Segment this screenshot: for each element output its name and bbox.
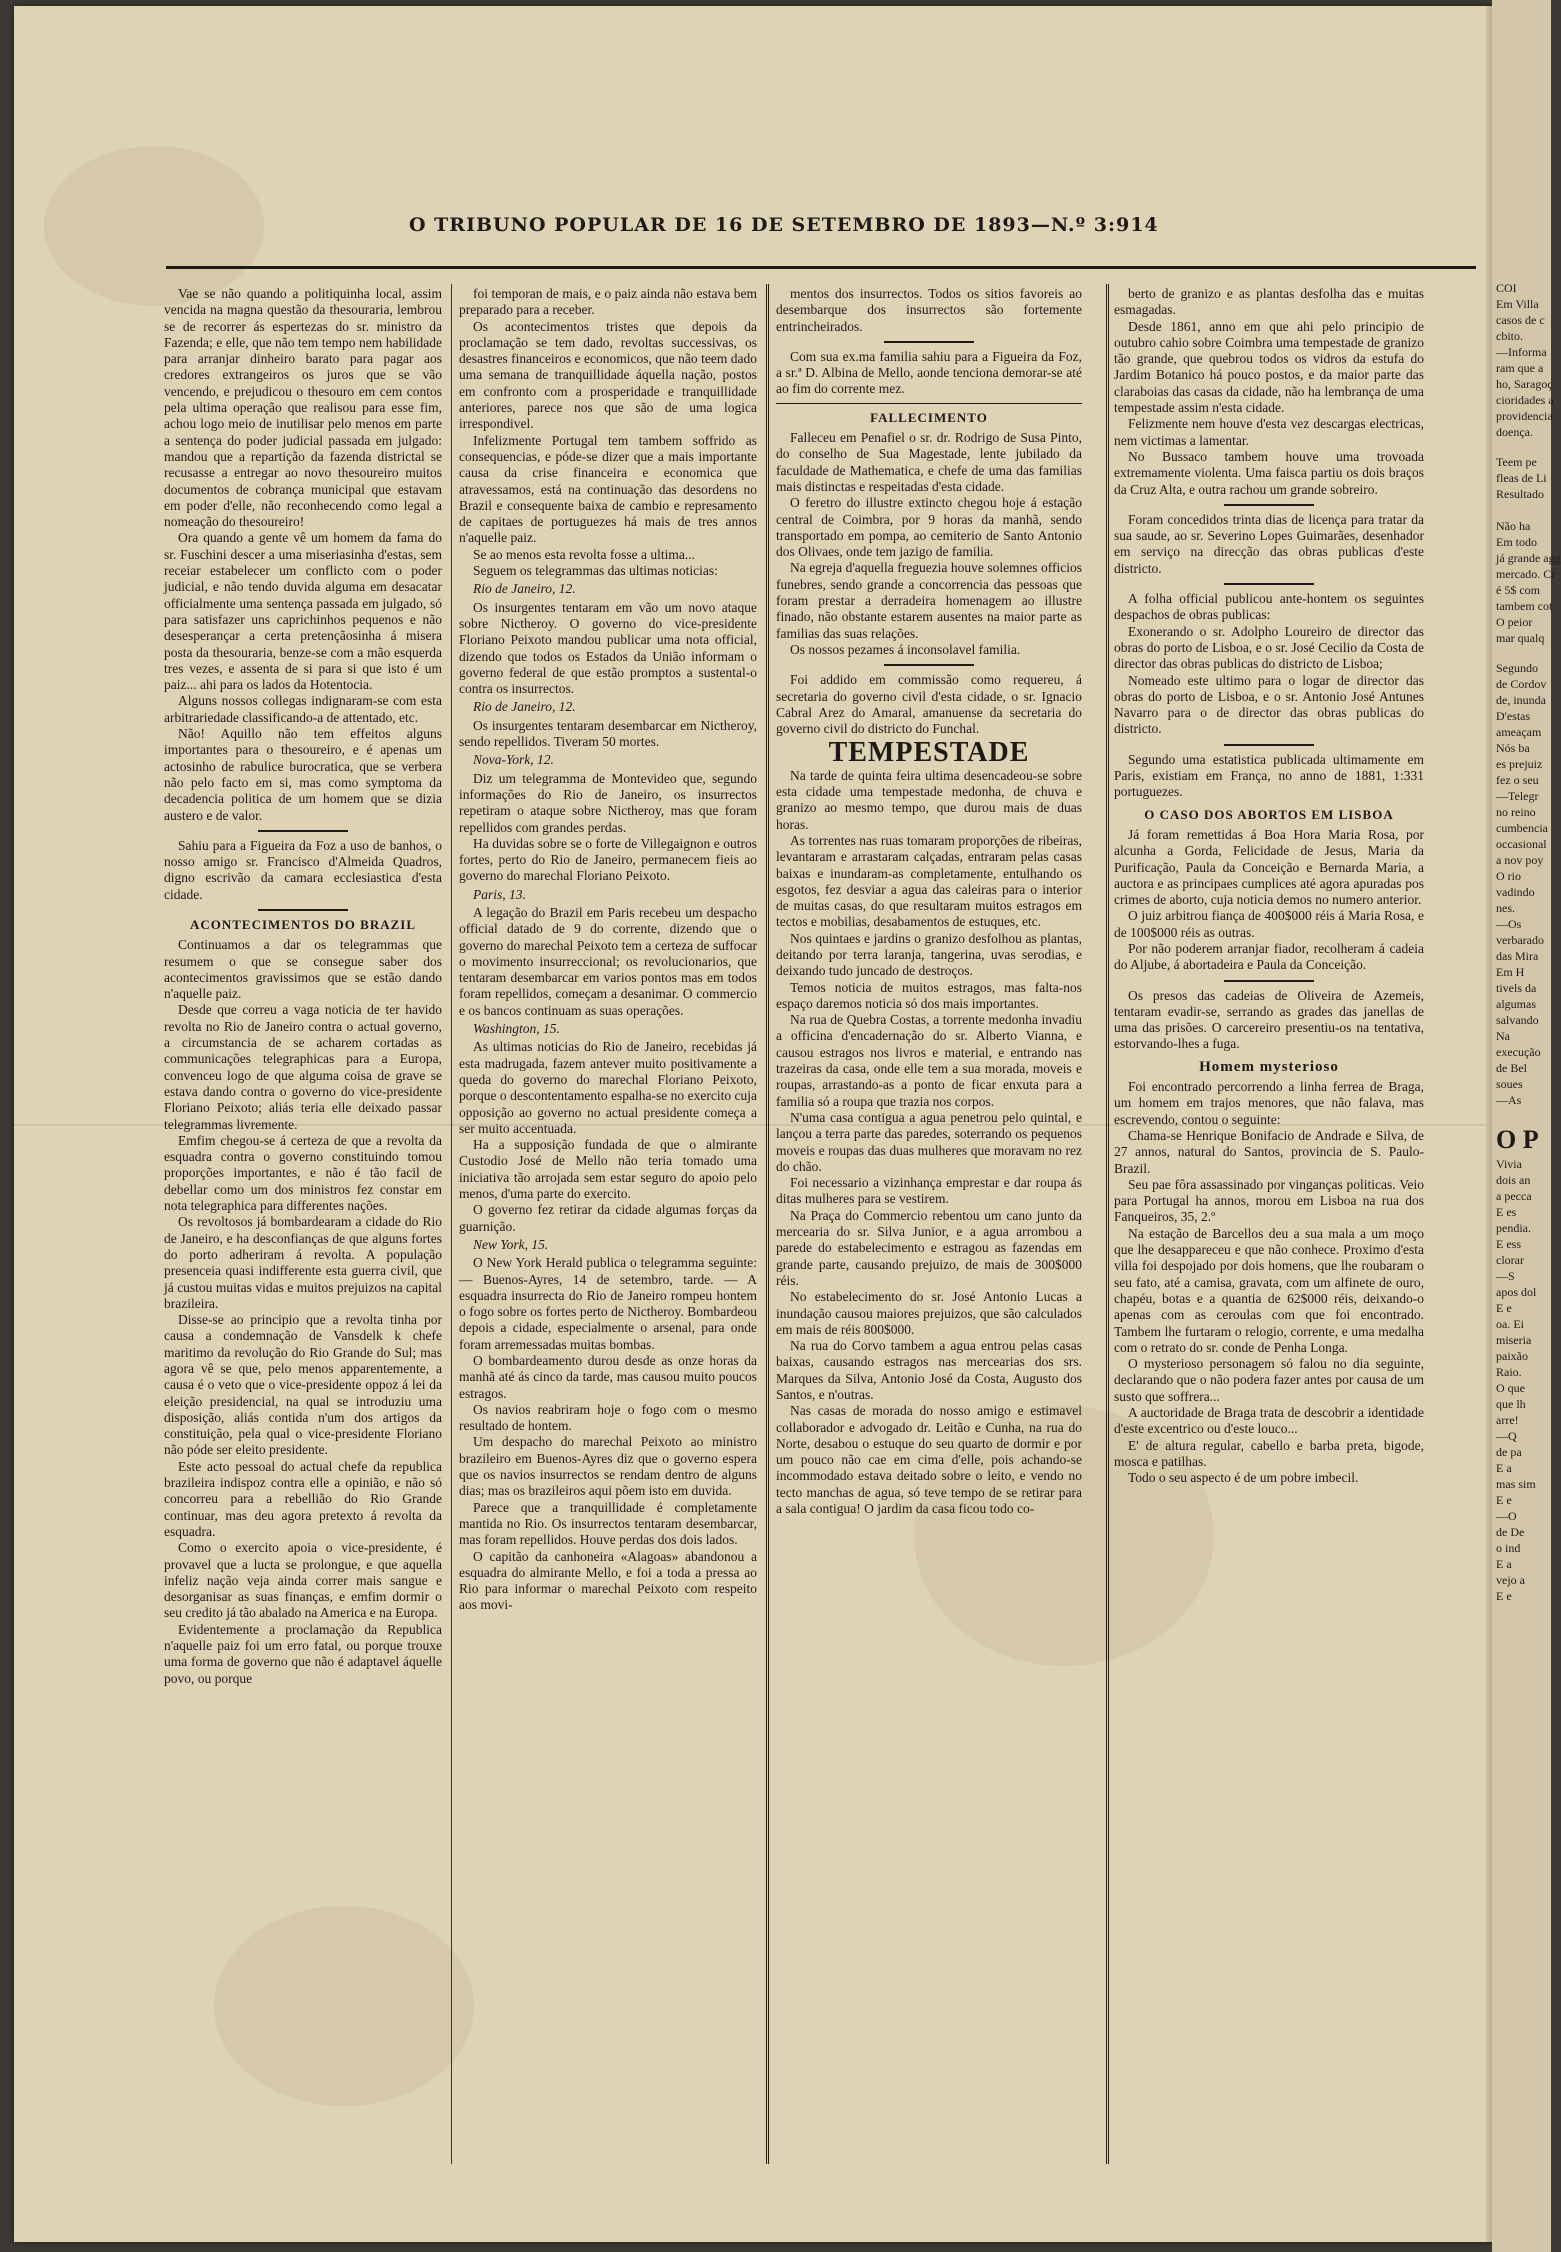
adjacent-line: vadindo [1496, 885, 1535, 899]
adjacent-line: dois an [1496, 1173, 1531, 1188]
separator [1224, 980, 1314, 982]
paragraph: A folha official publicou ante-hontem os seguintes despachos de obras publicas: [1114, 591, 1424, 623]
adjacent-line: fez o seu [1496, 773, 1539, 787]
adjacent-line: cbito. [1496, 329, 1523, 343]
adjacent-line: E e [1496, 1493, 1512, 1508]
paragraph: Na Praça do Commercio rebentou um cano junto da mercearia do sr. Silva Junior, e a agua arrombou a parede do estabelecimento e estragou as fazendas em grande parte, causando prejuizo, de mais de 300$000 réis. [776, 1207, 1082, 1288]
page-masthead: O TRIBUNO POPULAR DE 16 DE SETEMBRO DE 1893—N.º 3:914 [409, 214, 1159, 236]
adjacent-line: Segundo [1496, 661, 1538, 675]
paragraph: Alguns nossos collegas indignaram-se com esta arbitrariedade classificando-a de attentado, etc. [164, 693, 442, 725]
adjacent-line: nes. [1496, 901, 1515, 915]
paragraph: Diz um telegramma de Montevideo que, segundo informações do Rio de Janeiro, os insurrectos repetiram o ataque sobre Nictheroy, mas que foram repellidos com grandes perdas. [459, 770, 757, 835]
dateline: Rio de Janeiro, 12. [473, 699, 576, 715]
adjacent-line: Nós ba [1496, 741, 1530, 755]
paragraph: Este acto pessoal do actual chefe da republica brazileira indispoz contra elle a opinião, e não só concorreu para a rebellião do Rio Grande continuar, mas deu agora pretexto á revolta da esquadra. [164, 1458, 442, 1539]
article-heading-mystery-man: Homem mysterioso [1199, 1058, 1339, 1075]
paragraph: No estabelecimento do sr. José Antonio Lucas a inundação causou maiores prejuizos, que são calculados em mais de réis 800$000. [776, 1289, 1082, 1337]
separator [1224, 744, 1314, 746]
paragraph: As ultimas noticias do Rio de Janeiro, recebidas já esta madrugada, fazem antever muito positivamente a queda do governo do marechal Floriano Peixoto, porque o descontentamento espalha-se no exercito cuja opposição ao governo no actual presidente começa a ser muito accentuada. [459, 1039, 757, 1136]
adjacent-line: de, inunda [1496, 693, 1546, 707]
paragraph: E' de altura regular, cabello e barba preta, bigode, mosca e patilhas. [1114, 1437, 1424, 1469]
adjacent-line: Não ha [1496, 519, 1531, 533]
paragraph: Felizmente nem houve d'esta vez descargas electricas, nem victimas a lamentar. [1114, 416, 1424, 448]
adjacent-line: no reino [1496, 805, 1536, 819]
paragraph: Os presos das cadeias de Oliveira de Azemeis, tentaram evadir-se, serrando as grades das janellas de uma das prisões. O carcereiro presentiu-os na tentativa, estorvando-lhes a fuga. [1114, 987, 1424, 1052]
newspaper-page [14, 6, 1504, 2242]
paragraph: Os revoltosos já bombardearam a cidade do Rio de Janeiro, e ha desconfianças de que alguns fortes do porto adheriram á revolta. A população presenceia quasi indifferente esta guerra civil, que já custou muitas vidas e muitos prejuizos na capital brazileira. [164, 1214, 442, 1311]
paragraph: Exonerando o sr. Adolpho Loureiro de director das obras do porto de Lisboa, e o sr. José Cecilio da Costa de director das obras publicas do districto de Lisboa; [1114, 623, 1424, 672]
adjacent-line: tambem cot [1496, 599, 1553, 613]
adjacent-line: execução [1496, 1045, 1541, 1059]
adjacent-line: mercado. Cr [1496, 567, 1556, 581]
paragraph: O governo fez retirar da cidade algumas forças da guarnição. [459, 1202, 757, 1234]
paragraph: Os insurgentes tentaram desembarcar em Nictheroy, sendo repellidos. Tiveram 50 mortes. [459, 717, 757, 750]
adjacent-line: oa. Ei [1496, 1317, 1524, 1332]
adjacent-line: E ess [1496, 1237, 1521, 1252]
paragraph: Foi encontrado percorrendo a linha ferrea de Braga, um homem em trajos menores, que não falava, mas escrevendo, contou o seguinte: [1114, 1079, 1424, 1127]
article-heading-abortions: O CASO DOS ABORTOS EM LISBOA [1144, 806, 1394, 822]
adjacent-line: fleas de Li [1496, 471, 1547, 485]
column-rule [766, 284, 769, 2164]
separator [258, 909, 348, 911]
paragraph: Se ao menos esta revolta fosse a ultima... [473, 546, 695, 562]
separator [884, 341, 974, 343]
adjacent-line: ho, Saragoç [1496, 377, 1553, 391]
adjacent-line: mas sim [1496, 1477, 1536, 1492]
adjacent-line: E e [1496, 1589, 1512, 1604]
paragraph: Na tarde de quinta feira ultima desencadeou-se sobre esta cidade uma tempestade medonha, de chuva e granizo ao mesmo tempo, que durou mais de duas horas. [776, 767, 1082, 832]
adjacent-line: ameaçam [1496, 725, 1542, 739]
paragraph: Como o exercito apoia o vice-presidente, é provavel que a lucta se prolongue, e que aquella infeliz nação veja ainda correr mais sangue e desorganisar as suas finanças, e emfim dormir o seu credito já tão abalado na America e na Europa. [164, 1540, 442, 1621]
column-1 [164, 286, 442, 1687]
dateline: Nova-York, 12. [473, 752, 554, 768]
adjacent-line: cumbencia [1496, 821, 1548, 835]
adjacent-line: verbarado [1496, 933, 1544, 947]
adjacent-line: D'estas [1496, 709, 1531, 723]
paragraph: Temos noticia de muitos estragos, mas falta-nos espaço daremos noticia só dos mais importantes. [776, 979, 1082, 1011]
paragraph: Foi necessario a vizinhança emprestar e dar roupa ás ditas mulheres para se vestirem. [776, 1175, 1082, 1207]
adjacent-line: mar qualq [1496, 631, 1545, 645]
adjacent-line: é 5$ com [1496, 583, 1540, 597]
dateline: New York, 15. [473, 1236, 549, 1252]
paragraph: Por não poderem arranjar fiador, recolheram á cadeia do Aljube, á abortadeira e Paula da Conceição. [1114, 940, 1424, 973]
paragraph: Sahiu para a Figueira da Foz a uso de banhos, o nosso amigo sr. Francisco d'Almeida Quadros, digno escrivão da camara ecclesiastica d'esta cidade. [164, 837, 442, 902]
adjacent-line: —Os [1496, 917, 1522, 931]
adjacent-line: es prejuiz [1496, 757, 1543, 771]
adjacent-line: —Telegr [1496, 789, 1539, 803]
adjacent-line: occasional [1496, 837, 1547, 851]
paragraph: Continuamos a dar os telegrammas que resumem o que se consegue saber dos acontecimentos gravissimos que se estão dando n'aquelle paiz. [164, 937, 442, 1002]
paragraph: Disse-se ao principio que a revolta tinha por causa a condemnação de Vansdelk k chefe maritimo da revolução do Rio Grande do Sul; mas agora vê se que, pelo menos apparentemente, a causa é o veto que o vice-presidente oppoz á lei da eleição presidencial, na qual se introduziu uma disposição, aliás contida n'um dos artigos da constituição, pela qual o vice-presidente Floriano não póde ser eleito presidente. [164, 1312, 442, 1458]
article-heading-obituary: FALLECIMENTO [870, 409, 988, 425]
adjacent-line: clorar [1496, 1253, 1524, 1268]
adjacent-line: que lh [1496, 1397, 1526, 1412]
adjacent-line: o ind [1496, 1541, 1521, 1556]
paragraph: Parece que a tranquillidade é completamente mantida no Rio. Os insurrectos tentaram desembarcar, mas foram repellidos. Houve perdas dos dois lados. [459, 1499, 757, 1548]
adjacent-line: Em Villa [1496, 297, 1539, 311]
adjacent-line: de Bel [1496, 1061, 1527, 1075]
adjacent-line: —Q [1496, 1429, 1517, 1444]
adjacent-line: —As [1496, 1093, 1522, 1107]
adjacent-page [1492, 0, 1561, 2252]
article-heading-brazil: ACONTECIMENTOS DO BRAZIL [189, 916, 417, 932]
adjacent-line: vejo a [1496, 1573, 1525, 1588]
adjacent-line: O rio [1496, 869, 1521, 883]
paragraph: O mysterioso personagem só falou no dia seguinte, declarando que o não podera fazer antes por causa de um susto que soffrera... [1114, 1356, 1424, 1404]
adjacent-line [1496, 502, 1556, 518]
paragraph: Nomeado este ultimo para o logar de director das obras do porto de Lisboa, e o sr. Antonio José Antunes Navarro para o de director das obras publicas do districto. [1114, 672, 1424, 737]
separator [776, 403, 1082, 404]
adjacent-line: já grande agg [1496, 551, 1561, 565]
paragraph: Foram concedidos trinta dias de licença para tratar da sua saude, ao sr. Severino Lopes Guimarães, desenhador em serviço na direcção das obras publicas d'este districto. [1114, 511, 1424, 576]
paragraph: Infelizmente Portugal tem tambem soffrido as consequencias, e póde-se dizer que a mais importante causa da crise financeira e economica que atravessamos, está na continuação das desordens no Brazil e consequente baixa de cambio e represamento de capitaes de portuguezes há mais de tres annos n'aquelle paiz. [459, 432, 757, 546]
adjacent-line: —Informa [1496, 345, 1547, 359]
paragraph: Vae se não quando a politiquinha local, assim vencida na magna questão da thesouraria, lembrou se de recorrer ás espertezas do sr. ministro da Fazenda; e elle, que não tem tempo nem habilidade para arranjar dinheiro barato para pagar aos credores extrangeiros os juros que se vão vencendo, e prejudicou o thesouro em cem contos pela ultima operação que realisou para esse fim, achou logo meio de inutilisar pelo menos em parte a sentença do poder judicial passada em julgado: mandou que a repartição da fazenda districtal se recusasse a entregar ao novo thesoureiro muitos documentos de cobrança municipal que estavam em poder d'elle, não reconhecendo como legal a nomeação do thesoureiro! [164, 286, 442, 530]
paragraph: Um despacho do marechal Peixoto ao ministro brazileiro em Buenos-Ayres diz que o governo espera que os navios insurrectos se rendam dentro de alguns dias; mas os brazileiros aqui põem isto em duvida. [459, 1434, 757, 1499]
paragraph: Os insurgentes tentaram em vão um novo ataque sobre Nictheroy. O governo do vice-presidente Floriano Peixoto mandou publicar uma nota official, dizendo que todos os Estados da União informam o governo federal de que estão promptos a sustental-o contra os insurrectos. [459, 599, 757, 697]
adjacent-line: a pecca [1496, 1189, 1532, 1204]
paragraph: Os acontecimentos tristes que depois da proclamação se tem dado, revoltas successivas, os desastres financeiros e economicos, que não teem dado uma semana de tranquillidade áquella nação, postos em confronto com a prosperidade e tranquillidade anteriores, parece nos que são de uma logica irrespondivel. [459, 318, 757, 432]
column-4 [1114, 286, 1424, 1486]
paragraph: Seu pae fôra assassinado por vinganças politicas. Veio para Portugal ha annos, morou em Lisboa na rua dos Fanqueiros, 35, 2.º [1114, 1176, 1424, 1225]
paragraph: Os navios reabriram hoje o fogo com o mesmo resultado de hontem. [459, 1401, 757, 1434]
adjacent-line: arre! [1496, 1413, 1519, 1428]
adjacent-line: tivels da [1496, 981, 1537, 995]
adjacent-line: casos de c [1496, 313, 1545, 327]
paragraph: Na rua do Corvo tambem a agua entrou pelas casas baixas, causando estragos nas mercearias dos srs. Marques da Silva, Antonio José da Costa, Augusto dos Santos, e n'outras. [776, 1338, 1082, 1402]
header-rule [166, 266, 1476, 269]
adjacent-line: —S [1496, 1269, 1515, 1284]
column-2 [459, 286, 757, 1614]
adjacent-line: E e [1496, 1301, 1512, 1316]
paragraph: Evidentemente a proclamação da Republica n'aquelle paiz foi um erro fatal, ou porque trouxe uma forma de governo que não é adaptavel áquelle povo, ou porque [164, 1621, 442, 1686]
separator [1224, 504, 1314, 506]
paragraph: foi temporan de mais, e o paiz ainda não estava bem preparado para a receber. [459, 286, 757, 318]
paragraph: O feretro do illustre extincto chegou hoje á estação central de Coimbra, por 9 horas da manhã, sendo transportado em pompa, ao cemiterio de Santo Antonio dos Olivaes, onde tem jazigo de familia. [776, 495, 1082, 560]
paragraph: mentos dos insurrectos. Todos os sitios favoreis ao desembarque dos insurrectos são fortemente entrincheirados. [776, 286, 1082, 334]
adjacent-line: cioridades a [1496, 393, 1554, 407]
adjacent-line: de Cordov [1496, 677, 1547, 691]
adjacent-line: O peior [1496, 615, 1533, 629]
separator [1224, 583, 1314, 585]
paragraph: As torrentes nas ruas tomaram proporções de ribeiras, levantaram e arrastaram calçadas, entraram pelas casas baixas e inundaram-as completamente, entulhando os esgotos, fez desviar a agua das caleiras para o interior de muitas casas, do que resultaram muitos estragos em tectos e mobilias, desabamentos de estuques, etc. [776, 832, 1082, 930]
adjacent-line: Na [1496, 1029, 1510, 1043]
paragraph: Ha a supposição fundada de que o almirante Custodio José de Mello não teria tomado uma iniciativa tão arrojada sem estar seguro do apoio pelo menos, d'uma parte do exercito. [459, 1137, 757, 1202]
paragraph: Segundo uma estatistica publicada ultimamente em Paris, existiam em França, no anno de 1881, 1:331 portuguezes. [1114, 751, 1424, 800]
paragraph: Desde que correu a vaga noticia de ter havido revolta no Rio de Janeiro contra o actual governo, a circumstancia de se acharem cortadas as communicações telegraphicas para a Europa, convenceu logo de que alguma coisa de grave se estava dando contra o governo do vice-presidente Floriano Peixoto; aliás teria elle deixado passar telegrammas livremente. [164, 1002, 442, 1132]
adjacent-line: miseria [1496, 1333, 1532, 1348]
adjacent-line: E es [1496, 1205, 1517, 1220]
adjacent-line: Teem pe [1496, 455, 1537, 469]
adjacent-line: soues [1496, 1077, 1523, 1091]
adjacent-line: pendia. [1496, 1221, 1531, 1236]
adjacent-line: paixão [1496, 1349, 1528, 1364]
paragraph: Os nossos pezames á inconsolavel familia. [790, 641, 1021, 657]
adjacent-line: apos dol [1496, 1285, 1537, 1300]
paragraph: A auctoridade de Braga trata de descobrir a identidade d'este excentrico ou d'este louco... [1114, 1405, 1424, 1437]
adjacent-line: Raio. [1496, 1365, 1522, 1380]
paragraph: O capitão da canhoneira «Alagoas» abandonou a esquadra do almirante Mello, e foi a toda a pressa ao Rio para informar o marechal Peixoto com respeito aos movi- [459, 1548, 757, 1613]
adjacent-line: Em H [1496, 965, 1525, 979]
paragraph: Nos quintaes e jardins o granizo desfolhou as plantas, deitando por terra laranja, tangerina, uvas serodias, e deixando tudo juncado de destroços. [776, 930, 1082, 979]
paragraph: Não! Aquillo não tem effeitos alguns importantes para o thesoureiro, e é apenas um actosinho de rabulice burocratica, que se verbera não pelo facto em si, mas como symptoma da decadencia politica de um homem que se dizia austero e de valor. [164, 726, 442, 823]
adjacent-line: das Mira [1496, 949, 1539, 963]
adjacent-line: de pa [1496, 1445, 1522, 1460]
adjacent-line: a nov poy [1496, 853, 1544, 867]
column-rule [451, 284, 452, 2164]
paragraph: Nas casas de morada do nosso amigo e estimavel collaborador e advogado dr. Leitão e Cunha, na rua do Norte, desabou o estuque do seu quarto de dormir e por um pouco não cae em cima d'elle, pois achando-se incommodado estava deitado sobre o leito, e vendo no tecto manchas de agua, só teve tempo de se retirar para a sala contigua! O jardim da casa ficou todo co- [776, 1403, 1082, 1517]
paragraph: berto de granizo e as plantas desfolha das e muitas esmagadas. [1114, 286, 1424, 318]
adjacent-line: providencia [1496, 409, 1553, 423]
paragraph: Falleceu em Penafiel o sr. dr. Rodrigo de Susa Pinto, do conselho de Sua Magestade, lente jubilado da faculdade de Mathematica, e chefe de uma das familias mais distinctas e respeitadas d'esta cidade. [776, 430, 1082, 494]
paragraph: N'uma casa contigua a agua penetrou pelo quintal, e lançou a terra parte das paredes, soterrando os pequenos moveis e roupas das duas mulheres que moravam no rez do chão. [776, 1109, 1082, 1174]
column-rule [1106, 284, 1109, 2164]
adjacent-line: Vivia [1496, 1157, 1522, 1172]
adjacent-heading: O P [1496, 1125, 1539, 1154]
adjacent-line: ram que a [1496, 361, 1544, 375]
paragraph: O juiz arbitrou fiança de 400$000 réis á Maria Rosa, e de 100$000 réis as outras. [1114, 908, 1424, 940]
adjacent-line: —O [1496, 1509, 1517, 1524]
separator [884, 664, 974, 666]
dateline: Washington, 15. [473, 1021, 560, 1037]
adjacent-line: Resultado [1496, 487, 1544, 501]
paragraph: A legação do Brazil em Paris recebeu um despacho official datado de 9 do corrente, dizendo que o governo do marechal Peixoto tem a certeza de suffocar o movimento insurreccional; os revolucionarios, que tentaram desembarcar em varios pontos mas em todos foram repellidos, começam a desanimar. O commercio e os bancos continuam as suas operações. [459, 904, 757, 1018]
adjacent-line: salvando [1496, 1013, 1539, 1027]
paragraph: Chama-se Henrique Bonifacio de Andrade e Silva, de 27 annos, natural do Santos, provincia de S. Paulo-Brazil. [1114, 1127, 1424, 1176]
paragraph: O New York Herald publica o telegramma seguinte: — Buenos-Ayres, 14 de setembro, tarde. — A esquadra insurrecta do Rio de Janeiro rompeu hontem o fogo sobre os fortes perto de Nictheroy. Bombardeou depois a cidade, especialmente o arsenal, para onde foram arremessadas muitas bombas. [459, 1255, 757, 1352]
dateline: Rio de Janeiro, 12. [473, 581, 576, 597]
adjacent-line: Em todo [1496, 535, 1537, 549]
adjacent-line: algumas [1496, 997, 1536, 1011]
paragraph: Todo o seu aspecto é de um pobre imbecil. [1128, 1470, 1359, 1486]
paragraph: Com sua ex.ma familia sahiu para a Figueira da Foz, a sr.ª D. Albina de Mello, aonde tenciona demorar-se até ao fim do corrente mez. [776, 348, 1082, 397]
paragraph: No Bussaco tambem houve uma trovoada extremamente violenta. Uma faisca partiu os dois braços da Cruz Alta, e outra rachou um grande sobreiro. [1114, 448, 1424, 497]
adjacent-line: E a [1496, 1557, 1512, 1572]
adjacent-line: O que [1496, 1381, 1525, 1396]
adjacent-line: de De [1496, 1525, 1525, 1540]
paragraph: Desde 1861, anno em que ahi pelo principio de outubro cahio sobre Coimbra uma tempestade de granizo tão grande, que quebrou todos os vidros da estufa do Jardim Botanico há pouco postos, e da maior parte das claraboias das casas da cidade, não ha lembrança de uma tempestade assim n'esta cidade. [1114, 318, 1424, 416]
paragraph: Ora quando a gente vê um homem da fama do sr. Fuschini descer a uma miseriasinha d'estas, sem receiar estabelecer um conflicto com o poder judicial, e não tendo duvida alguma em desacatar officialmente uma sentença passada em julgado, só para satisfazer uns caprichinhos pequenos e não desesperançar a certa pretençãosinha á misera posta da thesouraria, benze-se com a mão esquerda tres vezes, e assenta de si para si que isto é um paiz... ahi para os lados da Hotentocia. [164, 530, 442, 693]
paragraph: Na egreja d'aquella freguezia houve solemnes officios funebres, sendo grande a concorrencia das pessoas que foram prestar a derradeira homenagem ao illustre finado, não obstante estarem ausentes na maior parte as familias das suas relações. [776, 560, 1082, 641]
dateline: Paris, 13. [473, 886, 526, 902]
paragraph: Na rua de Quebra Costas, a torrente medonha invadiu a officina d'encadernação do sr. Alberto Vianna, e causou estragos nos livros e material, e entrando nas trazeiras da casa, onde elle tem a sua morada, moveis e roupas, arrastando-as a ponto de ficar enxuta para a familia só a roupa que trazia nos corpos. [776, 1012, 1082, 1109]
paragraph: Na estação de Barcellos deu a sua mala a um moço que lhe desappareceu e que não conhece. Proximo d'esta villa foi despojado por dois homens, que lhe roubaram o seu fato, até a camisa, gravata, com um alfinete de ouro, chapéu, botas e a quantia de 62$000 réis, deixando-o apenas com as ceroulas com que foi encontrado. Tambem lhe furtaram o relogio, corrente, e uma medalha com o retrato do sr. conde de Penha Longa. [1114, 1225, 1424, 1355]
paragraph: Seguem os telegrammas das ultimas noticias: [473, 563, 718, 579]
paragraph: O bombardeamento durou desde as onze horas da manhã até ás cinco da tarde, mas causou muito poucos estragos. [459, 1353, 757, 1401]
paragraph: Já foram remettidas á Boa Hora Maria Rosa, por alcunha a Gorda, Felicidade de Jesus, Maria da Purificação, Paula da Conceição e Bernarda Maria, a auctora e as principaes cumplices até agora apuradas pos crimes de aborto, cuja noticia demos no numero anterior. [1114, 826, 1424, 908]
paragraph: Emfim chegou-se á certeza de que a revolta da esquadra contra o governo constituindo tomou proporções importantes, e não é tão facil de debellar como um dos ministros fez constar em nota telegraphica para differentes nações. [164, 1132, 442, 1214]
adjacent-line: E a [1496, 1461, 1512, 1476]
adjacent-line: COI [1496, 281, 1517, 295]
paragraph: Ha duvidas sobre se o forte de Villegaignon e outros fortes, perto do Rio de Janeiro, permanecem fieis ao governo do marechal Floriano Peixoto. [459, 835, 757, 884]
paragraph: Foi addido em commissão como requereu, á secretaria do governo civil d'esta cidade, o sr. Ignacio Cabral Arez do Amaral, amanuense da secretaria do governo civil do districto do Funchal. [776, 672, 1082, 737]
adjacent-line: doença. [1496, 425, 1533, 439]
column-3 [776, 286, 1082, 1517]
separator [258, 830, 348, 832]
adjacent-column [1496, 280, 1561, 1604]
article-heading-storm: TEMPESTADE [828, 737, 1030, 769]
